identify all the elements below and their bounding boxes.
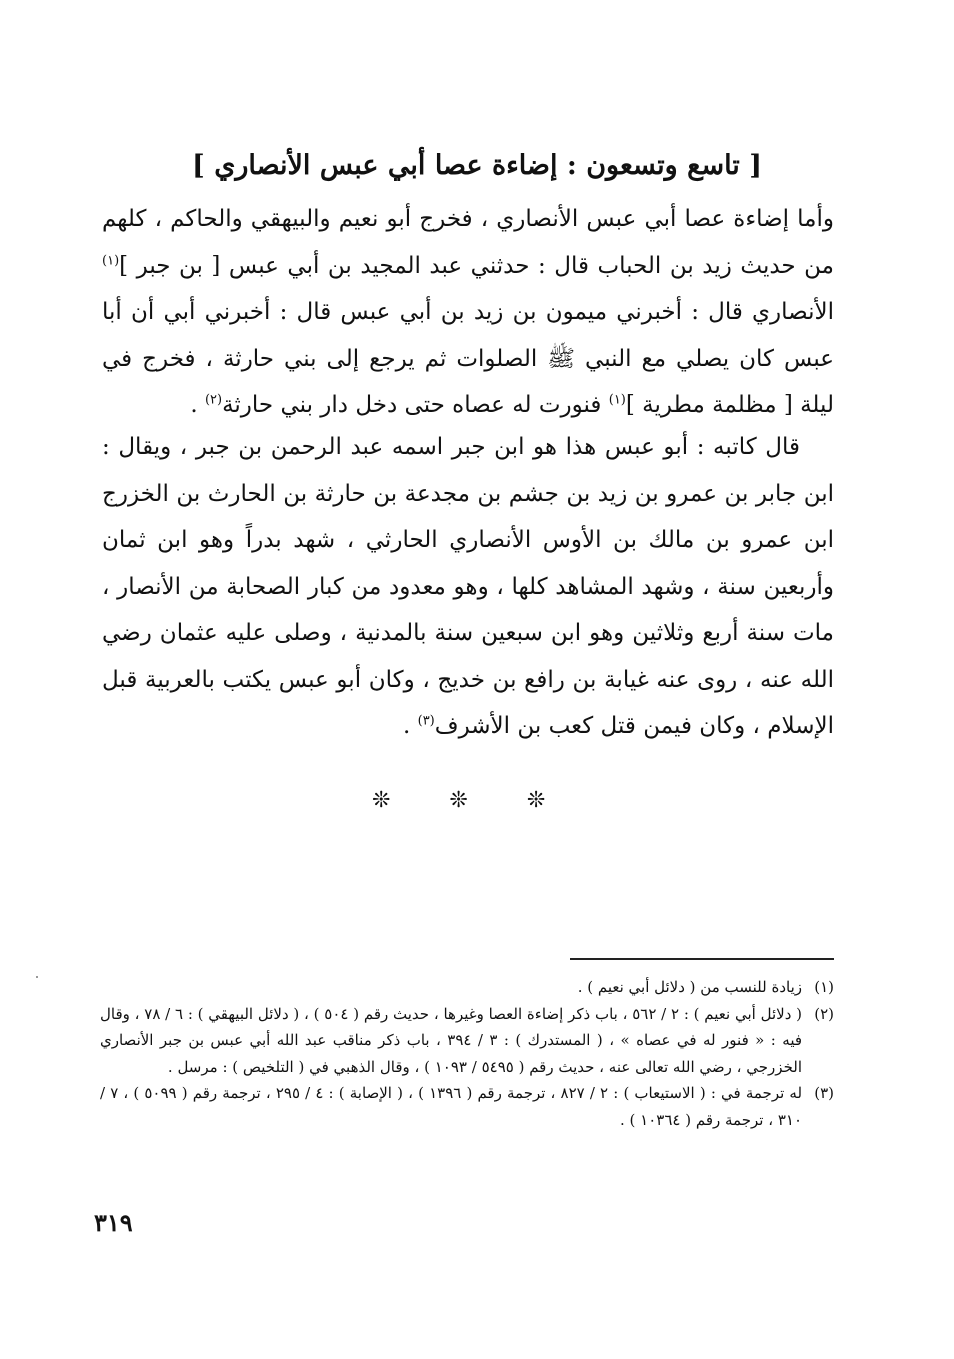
footnote-item [100,1080,834,1133]
footnote-ref[interactable]: (٢) [204,392,223,408]
footnote-number: (٣) [814,1084,834,1103]
paragraph-text: . [402,713,418,739]
footnote-item [100,974,834,1001]
footnote-ref[interactable]: (١) [102,252,120,268]
footnote-text: له ترجمة في : ( الاستيعاب ) : ٢ / ٨٢٧ ، ترجمة رقم ( ١٣٩٦ ) ، ( الإصابة ) : ٤ / ٢٩٥ ، ترجمة رقم ( ٥٠٩٩ ) ، ٧ / ٣١٠ ، ترجمة رقم ( ١٠٣٦٤ ) . [100,1084,803,1129]
paragraph-text: قال كاتبه : أبو عبس هذا هو ابن جبر اسمه عبد الرحمن بن جبر ، ويقال : ابن جابر بن عمرو بن زيد بن جشم بن مجدعة بن حارثة بن الحارث بن الخزرج ابن عمرو بن مالك بن الأوس الأنصاري الحارثي ، شهد بدراً وهو ابن ثمان وأربعين سنة ، وشهد المشاهد كلها ، وهو معدود من كبار الصحابة من الأنصار ، مات سنة أربع وثلاثين وهو ابن سبعين سنة بالمدنية ، وصلى عليه عثمان رضي الله عنه ، روى عنه غيابة بن رافع بن خديج ، وكان أبو عبس يكتب بالعربية قبل الإسلام ، وكان فيمن قتل كعب بن الأشرف [102,434,834,739]
paragraph-text: فنورت له عصاه حتى دخل دار بني حارثة [222,392,609,418]
paragraph-text: وأما إضاءة عصا أبي عبس الأنصاري ، فخرج أبو نعيم والبيهقي والحاكم ، كلهم من حديث زيد بن الحباب قال : حدثني عبد المجيد بن أبي عبس [ بن جبر ] [102,206,834,279]
page-number: ٣١٩ [94,1208,133,1237]
paragraph-narration [102,196,834,429]
footnote-divider [570,958,834,960]
footnote-text: ( دلائل أبي نعيم ) : ٢ / ٥٦٢ ، باب ذكر إضاءة العصا وغيرها ، حديث رقم ( ٥٠٤ ) ، ( دلائل البيهقي ) : ٦ / ٧٨ ، وقال فيه : « فنور له في عصاه » ، ( المستدرك ) : ٣ / ٣٩٤ ، باب ذكر مناقب عبد الله أبي عبس بن جبر الأنصاري الخزرجي ، رضي الله تعالى عنه ، حديث رقم ( ٥٤٩٥ / ١٠٩٣ ) ، وقال الذهبي في ( التلخيص ) : مرسل . [100,1004,803,1076]
footnote-number: (٢) [814,1004,834,1023]
footnote-item [100,1001,834,1081]
footnote-ref[interactable]: (١) [608,392,626,408]
section-separator: ❊ ❊ ❊ [372,788,572,813]
paragraph-commentary [102,424,834,750]
paragraph-text: الأنصاري قال : أخبرني ميمون بن زيد بن أبي عبس قال : أخبرني أبي أن أبا عبس كان يصلي مع النبي ﷺ الصلوات ثم يرجع إلى بني حارثة ، فخرج في ليلة [ مظلمة مطرية ] [102,299,834,418]
section-heading: [ تاسع وتسعون : إضاءة عصا أبي عبس الأنصاري ] [192,150,762,181]
scan-speck [36,976,38,978]
footnote-number: (١) [814,978,834,996]
footnote-text: زيادة للنسب من ( دلائل أبي نعيم ) . [577,978,802,996]
paragraph-text: . [190,392,205,418]
footnotes [100,974,834,1134]
footnote-ref[interactable]: (٣) [417,713,435,729]
